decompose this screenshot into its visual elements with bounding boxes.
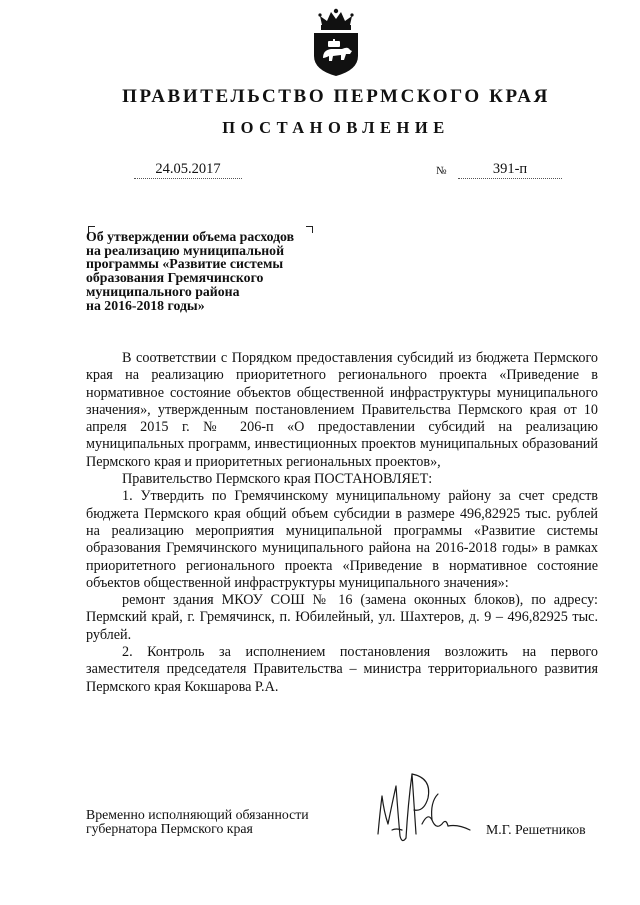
subject-line: программы «Развитие системы	[86, 256, 284, 272]
document-number: 391-п	[458, 160, 562, 179]
body-paragraph-preamble: В соответствии с Порядком предоставления субсидий из бюджета Пермского края на реализацию приоритетного регионального проекта «Приведение в нормативное состояние объектов общественной инфраструктуры муниципального значения», утвержденным постановлением Правительства Пермского края от 10 апреля 2015 г. № 206-п «О предоставлении субсидий на реализацию муниципальных программ, инвестиционных проектов муниципальных образований Пермского края и приоритетных региональных проектов»,	[86, 350, 598, 470]
signer-title-line: губернатора Пермского края	[86, 821, 253, 836]
body-paragraph-repair: ремонт здания МКОУ СОШ № 16 (замена оконных блоков), по адресу: Пермский край, г. Гремячинск, п. Юбилейный, ул. Шахтеров, д. 9 – 496,82925 тыс. рублей.	[86, 592, 598, 643]
signer-name: М.Г. Решетников	[486, 822, 586, 837]
government-title: ПРАВИТЕЛЬСТВО ПЕРМСКОГО КРАЯ	[122, 86, 550, 107]
subject-line: на 2016-2018 годы»	[86, 297, 205, 313]
signer-title-line: Временно исполняющий обязанности	[86, 807, 309, 822]
document-date: 24.05.2017	[134, 160, 242, 179]
document-type: ПОСТАНОВЛЕНИЕ	[222, 118, 450, 137]
body-paragraph-item-2: 2. Контроль за исполнением постановления возложить на первого заместителя председателя Правительства – министра территориального развития Пермского края Кокшарова Р.А.	[86, 644, 598, 695]
body-paragraph-item-1: 1. Утвердить по Гремячинскому муниципальному району за счет средств бюджета Пермского края общий объем субсидии в размере 496,82925 тыс. рублей на реализацию мероприятия муниципальной программы «Развитие системы образования Гремячинского муниципального района на 2016-2018 годы» в рамках приоритетного регионального проекта «Приведение в нормативное состояние объектов общественной инфраструктуры муниципального значения»:	[86, 488, 598, 591]
body-paragraph-resolves: Правительство Пермского края ПОСТАНОВЛЯЕТ:	[122, 471, 433, 488]
signer-title	[86, 808, 376, 836]
coat-of-arms-icon	[306, 8, 366, 78]
handwritten-signature	[362, 764, 472, 854]
subject-line: на реализацию муниципальной	[86, 242, 285, 258]
document-subject	[86, 230, 336, 312]
subject-line: образования Гремячинского	[86, 270, 264, 286]
subject-line: муниципального района	[86, 283, 240, 299]
document-body	[86, 350, 598, 696]
subject-line: Об утверждении объема расходов	[86, 229, 295, 244]
number-sign: №	[436, 165, 447, 177]
